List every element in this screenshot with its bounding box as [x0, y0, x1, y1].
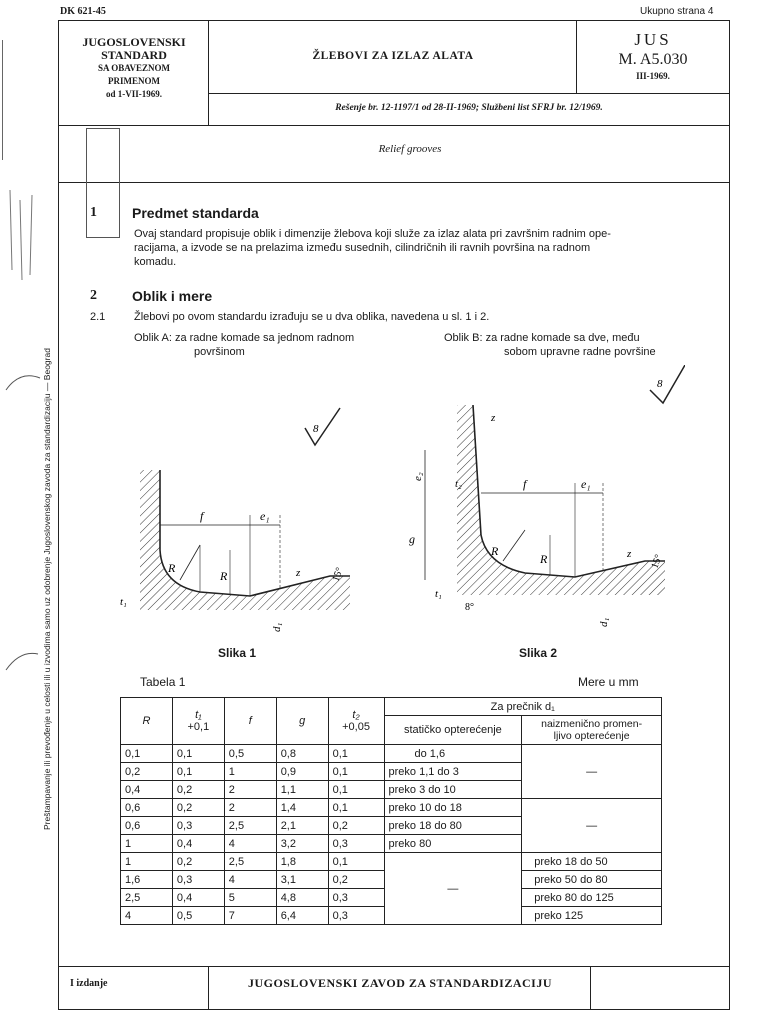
header-f: f: [224, 698, 276, 745]
header-rule-2: [58, 125, 730, 126]
footer-rule: [58, 966, 730, 967]
label-d1-2: d₁: [598, 617, 610, 627]
dash-cell-1: —: [522, 745, 662, 799]
header-alt-line-2: ljivo opterećenje: [553, 730, 630, 742]
label-R-2: R: [220, 569, 228, 583]
issuer-block: [60, 36, 208, 101]
margin-stamp-marks: [0, 180, 58, 300]
figure-1-caption: Slika 1: [218, 646, 257, 660]
label-e1-2: e₁: [581, 477, 591, 491]
table-units: Mere u mm: [578, 675, 639, 689]
header-divider-1: [208, 20, 209, 126]
issuer-line-1: JUGOSLOVENSKI: [82, 35, 186, 49]
label-R-1: R: [168, 561, 176, 575]
issuer-line-2: STANDARD: [101, 48, 167, 62]
header-rule-1: [208, 93, 730, 94]
label-15-2: 15°: [649, 553, 665, 571]
table-row: 2,5 0,4 5 4,8 0,3 preko 80 do 125: [121, 889, 662, 907]
footer-divider-1: [208, 966, 209, 1010]
archive-stamp: [2, 40, 57, 160]
label-R-3: R: [491, 544, 499, 558]
table-title: Tabela 1: [140, 675, 186, 689]
header-rule-3: [58, 182, 730, 183]
header-alternating: [522, 716, 662, 745]
section-2-title: Oblik i mere: [132, 288, 213, 304]
roughness-symbol-2: [650, 365, 685, 403]
header-t2-tol: +0,05: [342, 721, 370, 733]
form-b-line-1: Oblik B: za radne komade sa dve, među: [444, 332, 640, 344]
document-title: ŽLEBOVI ZA IZLAZ ALATA: [312, 50, 474, 62]
header-diameter: Za prečnik d₁: [384, 698, 662, 716]
issuer-line-5: od 1-VII-1969.: [105, 89, 162, 99]
library-stamp: [86, 128, 120, 238]
header-t2-label: t₂: [352, 709, 360, 721]
form-a-line-2: površinom: [194, 346, 245, 358]
subsection-text: Žlebovi po ovom standardu izrađuju se u dva oblika, navedena u sl. 1 i 2.: [134, 311, 490, 323]
label-d1: d₁: [271, 622, 283, 632]
table-row: 0,4 0,2 2 1,1 0,1 preko 3 do 10: [121, 781, 662, 799]
table-row: 0,1 0,1 0,5 0,8 0,1 do 1,6 —: [121, 745, 662, 763]
table-row: 1 0,4 4 3,2 0,3 preko 80: [121, 835, 662, 853]
dk-code: DK 621-45: [60, 6, 106, 17]
label-z-top: z: [491, 412, 496, 424]
label-t2: t₂: [455, 478, 462, 490]
label-z: z: [296, 567, 301, 579]
header-divider-2: [576, 20, 577, 94]
section-2-number: 2: [90, 288, 97, 303]
table-row: 0,6 0,2 2 1,4 0,1 preko 10 do 18 —: [121, 799, 662, 817]
label-z-2: z: [627, 548, 632, 560]
label-g: g: [409, 532, 415, 546]
dash-cell-3: —: [384, 853, 522, 925]
reprint-note: Preštampavanje ili prevođenje u celosti ili u izvodima samo uz odobrenje Jugoslovenskog zavoda za standardizaciju — Beograd: [42, 348, 52, 830]
figure-2-drawing: [395, 365, 685, 635]
section-1-line-2: racijama, a izvode se na prelazima između susednih, cilindričnih ili ravnih površina na radnom: [134, 242, 591, 254]
total-pages: Ukupno strana 4: [640, 6, 714, 17]
margin-scribble-1: [0, 360, 58, 400]
figure-2-caption: Slika 2: [519, 646, 558, 660]
label-15: 15°: [330, 566, 346, 584]
svg-text:8: 8: [657, 378, 663, 390]
label-f-2: f: [523, 477, 527, 491]
header-R: R: [121, 698, 173, 745]
table-row: 1 0,2 2,5 1,8 0,1 — preko 18 do 50: [121, 853, 662, 871]
institute-name: JUGOSLOVENSKI ZAVOD ZA STANDARDIZACIJU: [247, 976, 553, 990]
standard-code: M. A5.030: [618, 51, 688, 68]
section-1-title: Predmet standarda: [132, 205, 259, 221]
section-1-line-1: Ovaj standard propisuje oblik i dimenzije žlebova koji služe za izlaz alata pri završnim radnim ope-: [134, 228, 611, 240]
form-b-line-2: sobom upravne radne površine: [504, 346, 656, 358]
header-t2: [328, 698, 384, 745]
header-t1: [172, 698, 224, 745]
label-8: 8°: [465, 602, 474, 613]
label-f: f: [200, 509, 204, 523]
form-a-line-1: Oblik A: za radne komade sa jednom radnom: [134, 332, 355, 344]
section-1-line-3: komadu.: [134, 256, 177, 268]
subsection-number: 2.1: [90, 311, 106, 323]
issuer-line-3: SA OBAVEZNOM: [97, 63, 171, 73]
header-alt-line-1: naizmenično promen-: [541, 718, 643, 730]
roughness-symbol-1: [305, 408, 340, 445]
edition-label: I izdanje: [70, 978, 108, 989]
table-row: 1,6 0,3 4 3,1 0,2 preko 50 do 80: [121, 871, 662, 889]
decision-reference: Rešenje br. 12-1197/1 od 28-II-1969; Službeni list SFRJ br. 12/1969.: [335, 103, 603, 113]
header-g: g: [276, 698, 328, 745]
label-t1: t₁: [120, 596, 127, 608]
label-R-4: R: [540, 552, 548, 566]
table-row: 4 0,5 7 6,4 0,3 preko 125: [121, 907, 662, 925]
header-t1-label: t₁: [195, 709, 202, 721]
jus-label: JUS: [634, 30, 672, 49]
table-row: 0,2 0,1 1 0,9 0,1 preko 1,1 do 3: [121, 763, 662, 781]
dimensions-table: [120, 697, 662, 925]
standard-date: III-1969.: [636, 71, 670, 81]
section-1-number: 1: [90, 205, 97, 220]
margin-scribble-2: [0, 640, 58, 680]
english-title: Relief grooves: [378, 143, 442, 155]
issuer-line-4: PRIMENOM: [108, 76, 160, 86]
header-t1-tol: +0,1: [187, 721, 210, 733]
figure-1-drawing: [120, 400, 380, 640]
table-row: 0,6 0,3 2,5 2,1 0,2 preko 18 do 80: [121, 817, 662, 835]
label-e1: e₁: [260, 509, 270, 523]
footer-divider-2: [590, 966, 591, 1010]
header-static: statičko opterećenje: [384, 716, 522, 745]
label-t1-2: t₁: [435, 588, 442, 600]
svg-text:8: 8: [313, 423, 319, 435]
dash-cell-2: —: [522, 799, 662, 853]
label-e2: e₂: [412, 472, 424, 481]
